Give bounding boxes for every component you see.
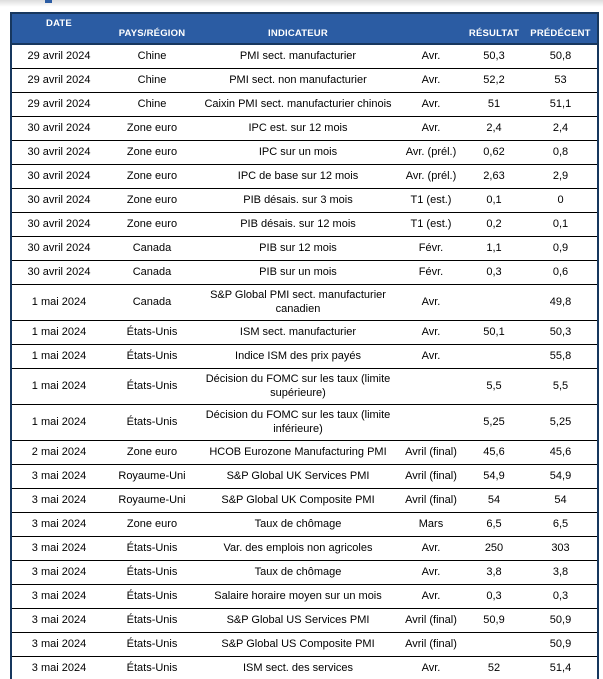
cell-previous: 0,1 — [524, 213, 598, 237]
cell-previous: 54,9 — [524, 465, 598, 489]
cell-region: Canada — [106, 237, 198, 261]
economic-calendar-table — [10, 12, 599, 679]
cell-region: États-Unis — [106, 345, 198, 369]
cell-indicator: Décision du FOMC sur les taux (limite inférieure) — [198, 405, 398, 441]
cell-date: 1 mai 2024 — [11, 405, 106, 441]
cell-indicator: Indice ISM des prix payés — [198, 345, 398, 369]
cell-previous: 51,4 — [524, 657, 598, 679]
cell-period: Avr. — [398, 285, 464, 321]
cell-date: 29 avril 2024 — [11, 69, 106, 93]
cell-result: 250 — [464, 537, 524, 561]
table-row — [11, 69, 598, 93]
cell-previous: 2,9 — [524, 165, 598, 189]
cell-date: 1 mai 2024 — [11, 345, 106, 369]
cell-period: Avril (final) — [398, 633, 464, 657]
cell-region: Royaume-Uni — [106, 465, 198, 489]
cell-result: 51 — [464, 93, 524, 117]
cell-indicator: S&P Global UK Services PMI — [198, 465, 398, 489]
cell-previous: 50,8 — [524, 44, 598, 69]
cell-indicator: ISM sect. des services — [198, 657, 398, 679]
cell-previous: 5,25 — [524, 405, 598, 441]
cell-period: Avr. — [398, 44, 464, 69]
cell-result: 54,9 — [464, 465, 524, 489]
table-row — [11, 165, 598, 189]
cell-period: Avril (final) — [398, 609, 464, 633]
cell-indicator: PMI sect. manufacturier — [198, 44, 398, 69]
cell-period: Avr. — [398, 69, 464, 93]
cell-date: 3 mai 2024 — [11, 561, 106, 585]
table-row — [11, 213, 598, 237]
table-row — [11, 585, 598, 609]
cell-indicator: S&P Global US Services PMI — [198, 609, 398, 633]
cell-date: 3 mai 2024 — [11, 513, 106, 537]
header-row — [11, 13, 598, 44]
cell-indicator: PMI sect. non manufacturier — [198, 69, 398, 93]
table-row — [11, 657, 598, 679]
cell-result: 52,2 — [464, 69, 524, 93]
table-row — [11, 237, 598, 261]
cell-period: Avr. — [398, 117, 464, 141]
table-row — [11, 369, 598, 405]
cell-result: 0,3 — [464, 261, 524, 285]
cell-indicator: Caixin PMI sect. manufacturier chinois — [198, 93, 398, 117]
cell-period: Avr. — [398, 93, 464, 117]
table-body — [11, 44, 598, 679]
cell-period: Févr. — [398, 261, 464, 285]
cell-previous: 0 — [524, 189, 598, 213]
cell-period: Avr. — [398, 561, 464, 585]
cell-period: Avril (final) — [398, 465, 464, 489]
cell-indicator: IPC sur un mois — [198, 141, 398, 165]
table-row — [11, 44, 598, 69]
cell-period — [398, 369, 464, 405]
cell-region: États-Unis — [106, 609, 198, 633]
cell-period: T1 (est.) — [398, 189, 464, 213]
cell-indicator: S&P Global US Composite PMI — [198, 633, 398, 657]
cell-result — [464, 285, 524, 321]
cell-result: 50,3 — [464, 44, 524, 69]
cell-date: 29 avril 2024 — [11, 44, 106, 69]
column-header-period — [398, 13, 464, 44]
table-row — [11, 489, 598, 513]
cell-date: 1 mai 2024 — [11, 369, 106, 405]
cell-region: Royaume-Uni — [106, 489, 198, 513]
cell-date: 30 avril 2024 — [11, 165, 106, 189]
cut-off-title-fragment — [45, 0, 52, 3]
cell-period: Mars — [398, 513, 464, 537]
cell-period: T1 (est.) — [398, 213, 464, 237]
table-row — [11, 261, 598, 285]
cell-date: 3 mai 2024 — [11, 585, 106, 609]
cell-previous: 49,8 — [524, 285, 598, 321]
cell-period: Avril (final) — [398, 489, 464, 513]
top-edge-shading — [0, 0, 603, 7]
cell-previous: 303 — [524, 537, 598, 561]
cell-period: Avr. — [398, 537, 464, 561]
cell-region: Zone euro — [106, 441, 198, 465]
cell-date: 3 mai 2024 — [11, 489, 106, 513]
cell-indicator: PIB désais. sur 12 mois — [198, 213, 398, 237]
cell-previous: 55,8 — [524, 345, 598, 369]
cell-result: 50,9 — [464, 609, 524, 633]
cell-period: Avril (final) — [398, 441, 464, 465]
column-header-region: PAYS/RÉGION — [106, 13, 198, 44]
cell-date: 3 mai 2024 — [11, 465, 106, 489]
cell-result: 3,8 — [464, 561, 524, 585]
cell-region: Zone euro — [106, 213, 198, 237]
table-row — [11, 561, 598, 585]
cell-period: Avr. — [398, 657, 464, 679]
cell-region: Canada — [106, 261, 198, 285]
cell-indicator: PIB sur un mois — [198, 261, 398, 285]
table-row — [11, 141, 598, 165]
cell-previous: 2,4 — [524, 117, 598, 141]
cell-previous: 0,8 — [524, 141, 598, 165]
cell-region: Chine — [106, 69, 198, 93]
cell-region: États-Unis — [106, 369, 198, 405]
cell-indicator: Taux de chômage — [198, 561, 398, 585]
table-header — [11, 13, 598, 44]
table-row — [11, 117, 598, 141]
cell-date: 30 avril 2024 — [11, 261, 106, 285]
cell-previous: 53 — [524, 69, 598, 93]
cell-previous: 5,5 — [524, 369, 598, 405]
cell-result: 2,4 — [464, 117, 524, 141]
cell-previous: 50,3 — [524, 321, 598, 345]
table-row — [11, 285, 598, 321]
cell-period: Avr. (prél.) — [398, 141, 464, 165]
cell-date: 30 avril 2024 — [11, 117, 106, 141]
cell-period: Avr. (prél.) — [398, 165, 464, 189]
table-row — [11, 465, 598, 489]
cell-indicator: S&P Global PMI sect. manufacturier canadien — [198, 285, 398, 321]
cell-result: 2,63 — [464, 165, 524, 189]
cell-region: États-Unis — [106, 657, 198, 679]
cell-result: 0,3 — [464, 585, 524, 609]
cell-result: 5,5 — [464, 369, 524, 405]
cell-region: Zone euro — [106, 117, 198, 141]
cell-indicator: IPC est. sur 12 mois — [198, 117, 398, 141]
cell-region: États-Unis — [106, 561, 198, 585]
cell-region: Zone euro — [106, 141, 198, 165]
cell-previous: 0,6 — [524, 261, 598, 285]
cell-indicator: IPC de base sur 12 mois — [198, 165, 398, 189]
cell-result: 0,1 — [464, 189, 524, 213]
cell-region: Chine — [106, 93, 198, 117]
cell-indicator: ISM sect. manufacturier — [198, 321, 398, 345]
cell-period: Févr. — [398, 237, 464, 261]
table-row — [11, 189, 598, 213]
table-row — [11, 537, 598, 561]
cell-indicator: PIB sur 12 mois — [198, 237, 398, 261]
column-header-date: DATE — [11, 13, 106, 44]
cell-date: 3 mai 2024 — [11, 633, 106, 657]
cell-region: Zone euro — [106, 513, 198, 537]
cell-previous: 3,8 — [524, 561, 598, 585]
table-row — [11, 513, 598, 537]
cell-result: 6,5 — [464, 513, 524, 537]
cell-date: 30 avril 2024 — [11, 141, 106, 165]
cell-result: 50,1 — [464, 321, 524, 345]
cell-previous: 50,9 — [524, 609, 598, 633]
table-row — [11, 93, 598, 117]
cell-indicator: PIB désais. sur 3 mois — [198, 189, 398, 213]
cell-region: Chine — [106, 44, 198, 69]
cell-date: 3 mai 2024 — [11, 537, 106, 561]
cell-result: 0,2 — [464, 213, 524, 237]
cell-period: Avr. — [398, 321, 464, 345]
cell-date: 1 mai 2024 — [11, 285, 106, 321]
cell-period: Avr. — [398, 345, 464, 369]
cell-indicator: HCOB Eurozone Manufacturing PMI — [198, 441, 398, 465]
cell-previous: 50,9 — [524, 633, 598, 657]
cell-previous: 0,9 — [524, 237, 598, 261]
cell-result — [464, 633, 524, 657]
table-row — [11, 609, 598, 633]
cell-result: 45,6 — [464, 441, 524, 465]
cell-period: Avr. — [398, 585, 464, 609]
cell-result: 5,25 — [464, 405, 524, 441]
cell-date: 1 mai 2024 — [11, 321, 106, 345]
cell-result: 54 — [464, 489, 524, 513]
cell-indicator: Salaire horaire moyen sur un mois — [198, 585, 398, 609]
table-row — [11, 633, 598, 657]
cell-region: États-Unis — [106, 321, 198, 345]
cell-date: 3 mai 2024 — [11, 657, 106, 679]
table-row — [11, 345, 598, 369]
table-row — [11, 441, 598, 465]
table-row — [11, 321, 598, 345]
cell-previous: 6,5 — [524, 513, 598, 537]
column-header-result: RÉSULTAT — [464, 13, 524, 44]
cell-region: États-Unis — [106, 585, 198, 609]
cell-date: 30 avril 2024 — [11, 189, 106, 213]
cell-region: États-Unis — [106, 405, 198, 441]
cell-result: 1,1 — [464, 237, 524, 261]
cell-date: 30 avril 2024 — [11, 213, 106, 237]
cell-result — [464, 345, 524, 369]
cell-date: 2 mai 2024 — [11, 441, 106, 465]
cell-region: Zone euro — [106, 189, 198, 213]
cell-region: États-Unis — [106, 633, 198, 657]
cell-indicator: Décision du FOMC sur les taux (limite supérieure) — [198, 369, 398, 405]
cell-indicator: Var. des emplois non agricoles — [198, 537, 398, 561]
column-header-previous: PRÉDÉCENT — [524, 13, 598, 44]
cell-date: 29 avril 2024 — [11, 93, 106, 117]
cell-result: 0,62 — [464, 141, 524, 165]
cell-region: Canada — [106, 285, 198, 321]
cell-previous: 0,3 — [524, 585, 598, 609]
cell-date: 30 avril 2024 — [11, 237, 106, 261]
cell-indicator: Taux de chômage — [198, 513, 398, 537]
cell-region: États-Unis — [106, 537, 198, 561]
cell-previous: 54 — [524, 489, 598, 513]
cell-previous: 45,6 — [524, 441, 598, 465]
cell-period — [398, 405, 464, 441]
cell-previous: 51,1 — [524, 93, 598, 117]
cell-region: Zone euro — [106, 165, 198, 189]
cell-indicator: S&P Global UK Composite PMI — [198, 489, 398, 513]
table-row — [11, 405, 598, 441]
column-header-indicator: INDICATEUR — [198, 13, 398, 44]
cell-date: 3 mai 2024 — [11, 609, 106, 633]
cell-result: 52 — [464, 657, 524, 679]
